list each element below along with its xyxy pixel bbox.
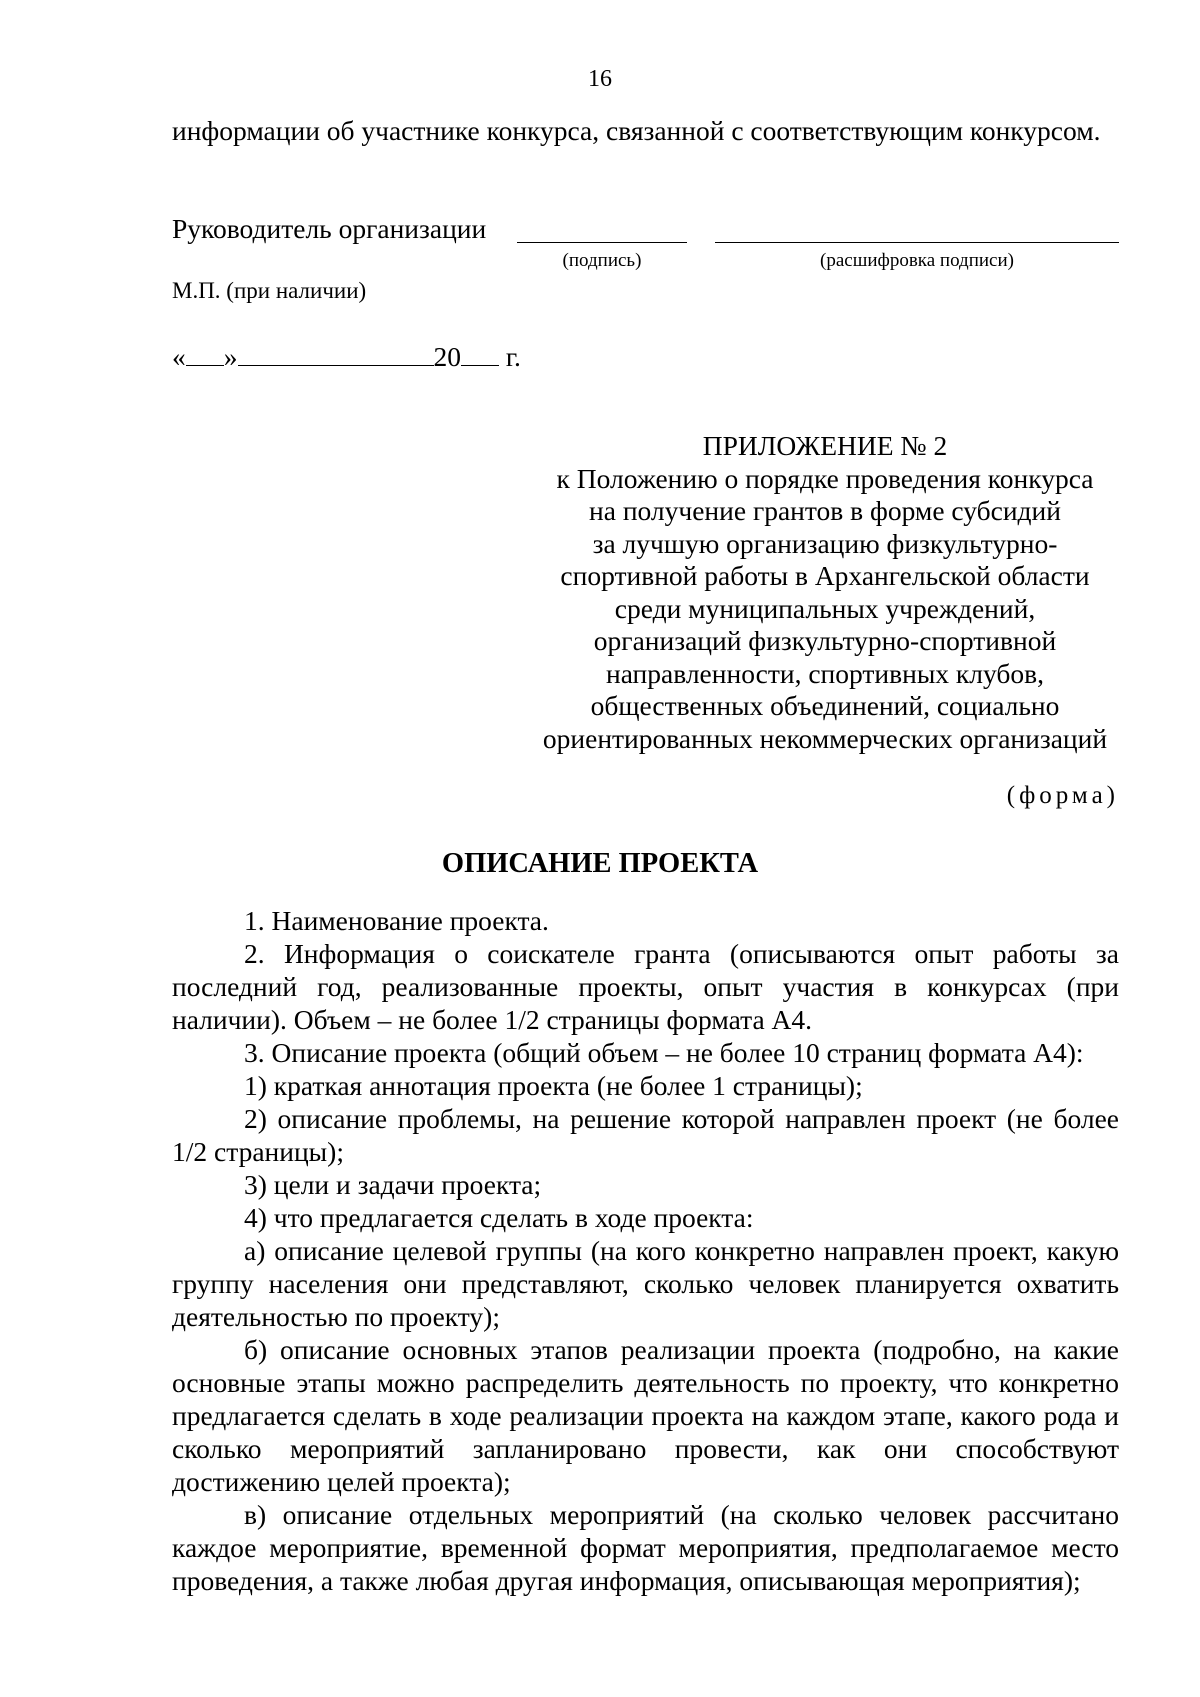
appendix-header (530, 430, 1120, 755)
body-paragraph: б) описание основных этапов реализации проекта (подробно, на какие основные этапы можно распределить деятельность по проекту, что конкретно предлагается сделать в ходе реализации проекта на каждом этапе, какого рода и сколько мероприятий запланировано провести, как они способствуют достижению целей проекта); (172, 1334, 1119, 1497)
month-blank (238, 337, 434, 366)
appendix-line: среди муниципальных учреждений, (614, 592, 1036, 624)
appendix-line: ориентированных некоммерческих организаций (542, 722, 1108, 754)
date-year-suffix: г. (505, 341, 521, 372)
appendix-line: за лучшую организацию физкультурно- (592, 527, 1058, 559)
decryption-line (715, 242, 1119, 243)
document-title: ОПИСАНИЕ ПРОЕКТА (441, 848, 759, 879)
appendix-title: ПРИЛОЖЕНИЕ № 2 (702, 430, 948, 461)
page-number: 16 (588, 66, 612, 92)
body-paragraph: 3. Описание проекта (общий объем – не более 10 страниц формата А4): (244, 1037, 1084, 1068)
body-paragraph: 1) краткая аннотация проекта (не более 1 страницы); (244, 1070, 863, 1101)
body-paragraph: 2. Информация о соискателе гранта (описываются опыт работы за последний год, реализованные проекты, опыт участия в конкурсах (при наличии). Объем – не более 1/2 страницы формата А4. (172, 938, 1119, 1035)
date-century: 20 (433, 341, 461, 372)
document-body (172, 904, 1119, 1597)
body-paragraph: а) описание целевой группы (на кого конкретно направлен проект, какую группу населения они представляют, сколько человек планируется охватить деятельностью по проекту); (172, 1235, 1119, 1332)
body-paragraph: 2) описание проблемы, на решение которой направлен проект (не более 1/2 страницы); (172, 1103, 1119, 1167)
signature-block (172, 212, 1119, 332)
stamp-note: М.П. (при наличии) (172, 278, 367, 303)
body-paragraph: 1. Наименование проекта. (244, 905, 549, 936)
decryption-caption: (расшифровка подписи) (820, 250, 1014, 271)
appendix-line: спортивной работы в Архангельской области (560, 560, 1090, 591)
date-line (172, 337, 521, 373)
intro-paragraph: информации об участнике конкурса, связанной с соответствующим конкурсом. (172, 115, 1101, 146)
date-open-quote: « (172, 341, 186, 372)
appendix-line: к Положению о порядке проведения конкурса (556, 462, 1094, 494)
year-blank (461, 337, 499, 366)
appendix-line: организаций физкультурно-спортивной (593, 625, 1057, 656)
appendix-line: направленности, спортивных клубов, (605, 657, 1044, 689)
date-close-quote: » (223, 341, 238, 372)
signature-caption: (подпись) (562, 250, 642, 271)
body-paragraph: в) описание отдельных мероприятий (на сколько человек рассчитано каждое мероприятие, временной формат мероприятия, предполагаемое место проведения, а также любая другая информация, описывающая мероприятия); (172, 1499, 1119, 1596)
appendix-line: общественных объединений, социально (590, 690, 1060, 721)
body-paragraph: 4) что предлагается сделать в ходе проекта: (244, 1202, 754, 1233)
day-blank (186, 337, 224, 366)
appendix-line: на получение грантов в форме субсидий (589, 495, 1061, 526)
body-paragraph: 3) цели и задачи проекта; (244, 1169, 542, 1200)
intro-section (172, 114, 1119, 147)
form-note: (форма) (1006, 782, 1119, 809)
signature-line (517, 242, 687, 243)
signature-label: Руководитель организации (172, 213, 487, 244)
